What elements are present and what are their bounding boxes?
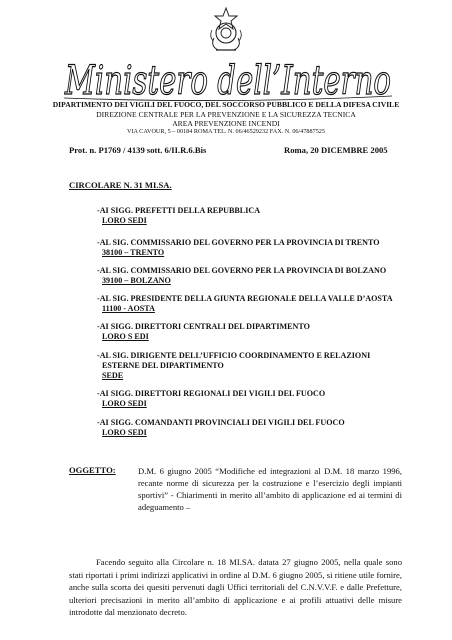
- addressee-line: -AL SIG. PRESIDENTE DELLA GIUNTA REGIONALE DELLA VALLE D’AOSTA: [97, 294, 393, 303]
- addressee-location: LORO SEDI: [102, 216, 147, 225]
- addressee-block: [97, 418, 345, 438]
- document-date: Roma, 20 DICEMBRE 2005: [284, 145, 388, 155]
- addressee-block: [97, 351, 370, 381]
- addressee-block: [97, 238, 380, 258]
- circular-number: CIRCOLARE N. 31 MI.SA.: [69, 180, 172, 190]
- addressee-block: [97, 206, 260, 226]
- addressee-block: [97, 322, 310, 342]
- addressee-block: [97, 266, 386, 286]
- body-paragraph: Facendo seguito alla Circolare n. 18 MI.SA. datata 27 giugno 2005, nella quale sono stati riportati i primi indirizzi applicativi in ordine al D.M. 6 giugno 2005, si ritiene utile fornire, anche sulla scorta dei quesiti pervenuti dagli Uffici territoriali del C.N.V.V.F. e dalle Prefetture, ulteriori precisazioni in merito all’ambito di applicazione e ai profili attuativi delle misure introdotte dal menzionato decreto.: [69, 557, 402, 617]
- addressee-location: LORO SEDI: [102, 428, 147, 437]
- office-address: VIA CAVOUR, 5 – 00184 ROMA TEL. N. 06/46529232 FAX. N. 06/47887525: [126, 128, 325, 135]
- department-name: DIPARTIMENTO DEI VIGILI DEL FUOCO, DEL SOCCORSO PUBBLICO E DELLA DIFESA CIVILE: [52, 100, 400, 109]
- ministry-masthead: [60, 50, 396, 106]
- italian-republic-emblem-icon: [206, 6, 246, 52]
- addressee-line: -AL SIG. DIRIGENTE DELL’UFFICIO COORDINAMENTO E RELAZIONI: [97, 351, 371, 360]
- addressee-block: [97, 389, 325, 409]
- addressee-location: 38100 – TRENTO: [102, 248, 165, 257]
- addressee-location: LORO S EDI: [102, 332, 149, 341]
- addressee-line: -AI SIGG. PREFETTI DELLA REPUBBLICA: [97, 206, 261, 215]
- addressee-line: -AL SIG. COMMISSARIO DEL GOVERNO PER LA PROVINCIA DI TRENTO: [97, 238, 380, 247]
- addressee-location: 39100 – BOLZANO: [102, 276, 171, 285]
- subject-label: OGGETTO:: [69, 465, 116, 475]
- addressee-line-continued: ESTERNE DEL DIPARTIMENTO: [102, 361, 224, 370]
- area-name: AREA PREVENZIONE INCENDI: [172, 119, 280, 128]
- addressee-line: -AI SIGG. DIRETTORI CENTRALI DEL DIPARTIMENTO: [97, 322, 310, 331]
- ministry-name: Ministero dell’Interno: [64, 58, 391, 104]
- addressee-block: [97, 294, 393, 314]
- addressee-line: -AI SIGG. DIRETTORI REGIONALI DEI VIGILI DEL FUOCO: [97, 389, 326, 398]
- protocol-number: Prot. n. P1769 / 4139 sott. 6/II.R.6.Bis: [69, 145, 207, 155]
- addressee-location: SEDE: [102, 371, 124, 380]
- addressee-location: LORO SEDI: [102, 399, 147, 408]
- addressee-line: -AI SIGG. COMANDANTI PROVINCIALI DEI VIGILI DEL FUOCO: [97, 418, 345, 427]
- direction-name: DIREZIONE CENTRALE PER LA PREVENZIONE E LA SICUREZZA TECNICA: [96, 110, 356, 119]
- addressee-line: -AL SIG. COMMISSARIO DEL GOVERNO PER LA PROVINCIA DI BOLZANO: [97, 266, 387, 275]
- subject-text: D.M. 6 giugno 2005 “Modifiche ed integrazioni al D.M. 18 marzo 1996, recante norme di sicurezza per la costruzione e l’esercizio degli impianti sportivi” - Chiarimenti in merito all’ambito di applicazione ed ai termini di adeguamento –: [138, 466, 402, 512]
- addressee-location: 11100 - AOSTA: [102, 304, 155, 313]
